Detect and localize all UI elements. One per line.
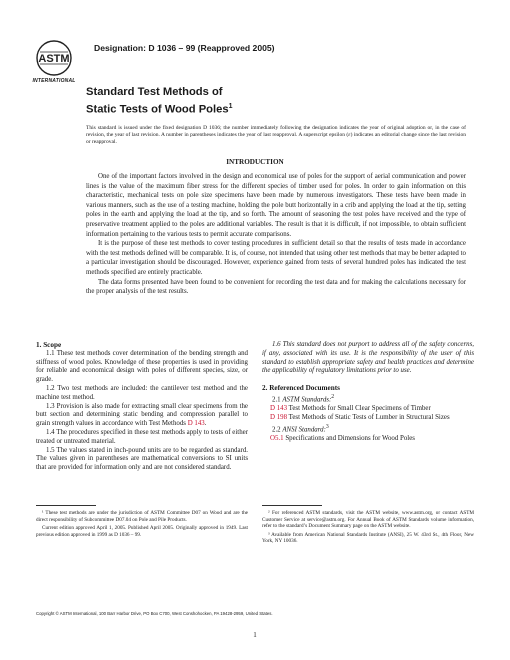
o51-ref-link[interactable]: O5.1 <box>270 434 284 442</box>
title-line-2-text: Static Tests of Wood Poles <box>86 103 229 116</box>
astm-footnote-ref[interactable]: 2 <box>331 393 335 400</box>
intro-paragraph: The data forms presented have been found to be convenient for recording the test data and for making the calculations necessary for the proper analysis of the test results. <box>86 278 466 296</box>
d198-ref-link[interactable]: D 198 <box>270 413 288 421</box>
scope-1-2: 1.2 Two test methods are included: the cantilever test method and the machine test method. <box>36 384 248 401</box>
footnote-divider <box>36 505 96 506</box>
ref-d143 <box>262 405 474 414</box>
ansi-footnote-ref[interactable]: 3 <box>325 423 329 430</box>
footnote-1: ¹ These test methods are under the jurisdiction of ASTM Committee D07 on Wood and are the direct responsibility of Subcommittee D07.04 on Pole and Pile Products. <box>36 510 248 523</box>
footnotes-left <box>36 510 248 540</box>
ansi-standard-title: ANSI Standard: <box>282 425 326 433</box>
ref-o51 <box>262 435 474 444</box>
right-column <box>262 341 474 444</box>
designation: Designation: D 1036 – 99 (Reapproved 2005) <box>94 43 275 53</box>
copyright-line: Copyright © ASTM International, 100 Barr Harbor Drive, PO Box C700, West Conshohocken, PA 19428-2959, United States. <box>36 611 273 616</box>
scope-1-5: 1.5 The values stated in inch-pound units are to be regarded as standard. The values given in parentheses are mathematical conversions to SI units that are provided for information only and are not considered standard. <box>36 446 248 472</box>
ref-d198 <box>262 414 474 423</box>
d143-ref-link[interactable]: D 143 <box>270 405 288 413</box>
scope-1-1: 1.1 These test methods cover determination of the bending strength and stiffness of wood poles. Knowledge of these properties is used in providing for reliable and economical design with poles of different species, size, or grade. <box>36 349 248 384</box>
document-title <box>86 86 232 117</box>
logo-subtitle: INTERNATIONAL <box>32 78 76 84</box>
astm-standards-label <box>262 393 474 405</box>
astm-logo-icon <box>32 38 76 78</box>
title-footnote-ref[interactable]: 1 <box>228 102 233 110</box>
page-number: 1 <box>253 631 257 639</box>
o51-ref-title: Specifications and Dimensions for Wood Poles <box>283 434 415 442</box>
svg-text:ASTM: ASTM <box>38 53 70 65</box>
d143-link[interactable]: D 143 <box>187 420 205 428</box>
title-line-2 <box>86 100 232 117</box>
footnote-2: ² For referenced ASTM standards, visit the ASTM website, www.astm.org, or contact ASTM Customer Service at service@astm.org. For Annual Book of ASTM Standards volume information, refer to the standard’s Document Summary page on the ASTM website. <box>262 510 474 530</box>
footnote-3: ³ Available from American National Standards Institute (ANSI), 25 W. 43rd St., 4th Floor, New York, NY 10036. <box>262 531 474 545</box>
scope-1-4: 1.4 The procedures specified in these test methods apply to tests of either treated or untreated material. <box>36 428 248 445</box>
scope-heading: 1. Scope <box>36 341 62 349</box>
footnote-1-edition: Current edition approved April 1, 2005. Published April 2005. Originally approved in 1949. Last previous edition approved in 1999 as D 1036 – 99. <box>36 525 248 538</box>
intro-paragraph: One of the important factors involved in the design and economical use of poles for the support of aerial communication and power lines is the value of the maximum fiber stress for the different species of timber used for poles. In order to gain information on this characteristic, mechanical tests on pole size specimens have been made by numerous investigators. These tests have been made in various manners, such as the use of a testing machine, holding the pole butt horizontally in a crib and applying the load at the tip, setting poles in the earth and applying the load at the tip, and so forth. The amount of seasoning the test poles have received and the type of preservative treatment applied to the poles are additional variables. The result is that it is difficult, if not impossible, to obtain sufficient information pertaining to the various tests to permit accurate comparisons. <box>86 173 466 238</box>
footnotes-right <box>262 510 474 547</box>
left-column <box>36 341 248 473</box>
scope-1-6: 1.6 This standard does not purport to address all of the safety concerns, if any, associated with its use. It is the responsibility of the user of this standard to establish appropriate safety and health practices and determine the applicability of regulatory limitations prior to use. <box>262 341 474 375</box>
astm-standards-number: 2.1 <box>272 396 283 404</box>
scope-1-3 <box>36 403 248 429</box>
astm-standards-title: ASTM Standards: <box>282 396 332 404</box>
d198-ref-title: Test Methods of Static Tests of Lumber in Structural Sizes <box>287 413 450 421</box>
scope-1-3-end: . <box>204 420 207 428</box>
title-line-1: Standard Test Methods of <box>86 86 223 98</box>
referenced-documents-heading: 2. Referenced Documents <box>262 384 340 393</box>
intro-body <box>86 172 466 297</box>
footnote-divider <box>262 505 322 506</box>
issuance-note: This standard is issued under the fixed designation D 1036; the number immediately following the designation indicates the year of original adoption or, in the case of revision, the year of last revision. A number in parentheses indicates the year of last reapproval. A superscript epsilon (ε) indicates an editorial change since the last revision or reapproval. <box>86 125 466 146</box>
d143-ref-title: Test Methods for Small Clear Specimens of Timber <box>287 405 431 413</box>
ansi-standard-number: 2.2 <box>272 425 283 433</box>
intro-heading: INTRODUCTION <box>226 158 284 166</box>
ansi-standard-label <box>262 423 474 435</box>
intro-paragraph: It is the purpose of these test methods to cover testing procedures in sufficient detail so that the results of tests made in accordance with the test methods defined will be comparable. It is, of course, not intended that using other test methods that may be better adapted to a particular investigation should be discouraged. However, experience gained from tests of several hundred poles has indicated the test methods specified are entirely practicable. <box>86 240 466 276</box>
scope-1-3-text: 1.3 Provision is also made for extracting small clear specimens from the butt section and determining static bending and compression parallel to grain strength values in accordance with Test Methods <box>36 402 248 428</box>
